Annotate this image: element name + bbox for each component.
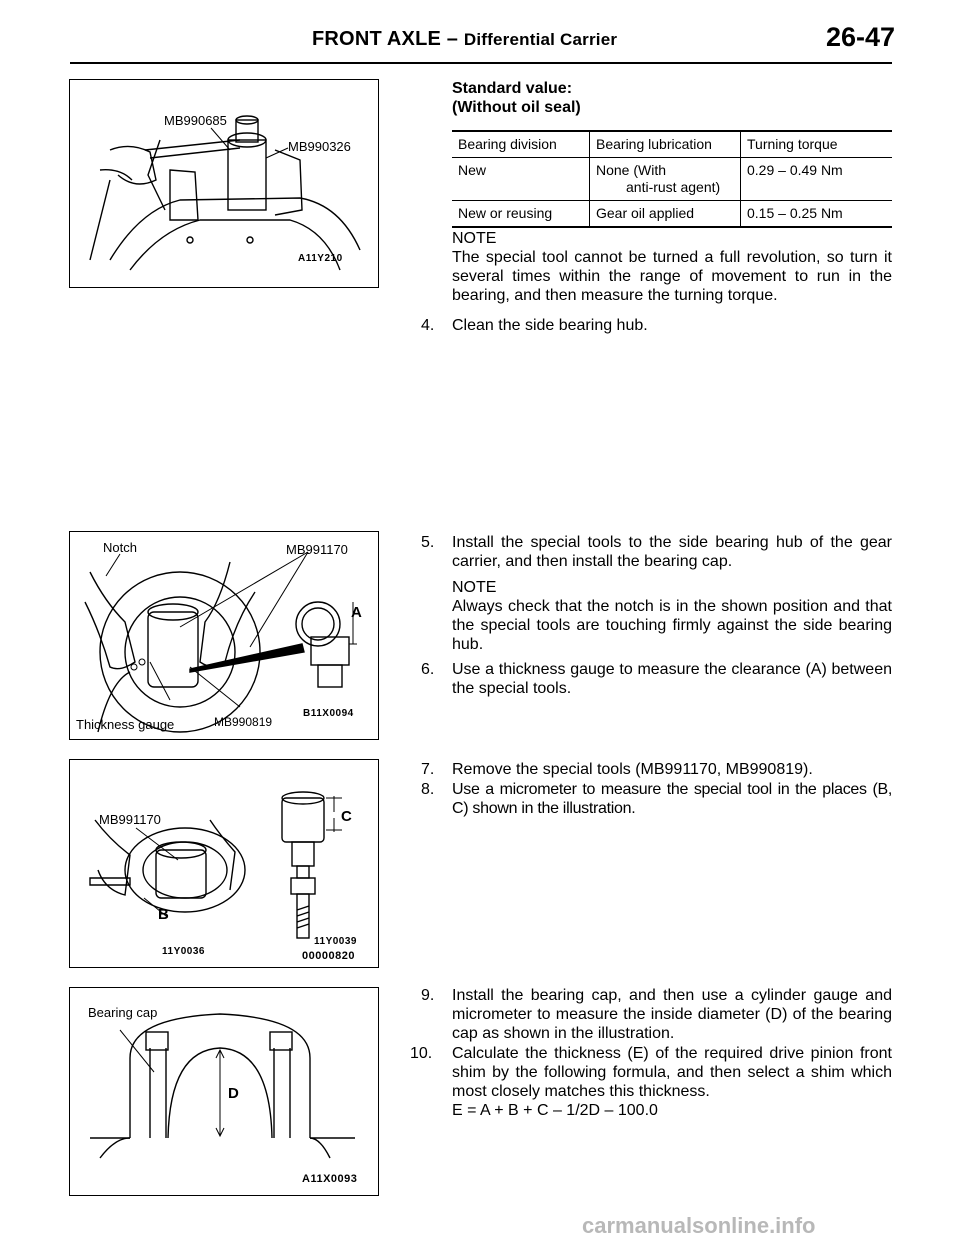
figure-code-right: 11Y0039 bbox=[314, 936, 357, 947]
step-text: Remove the special tools (MB991170, MB990819). bbox=[452, 761, 813, 778]
step-number: 9. bbox=[421, 987, 435, 1004]
label-mb991170: MB991170 bbox=[286, 542, 348, 557]
step-number: 10. bbox=[410, 1045, 433, 1062]
cell-lubrication-line2: anti-rust agent) bbox=[626, 179, 721, 195]
step-number: 7. bbox=[421, 761, 435, 778]
label-clearance-a: A bbox=[351, 604, 362, 621]
label-place-c: C bbox=[341, 808, 352, 825]
cell-division: New bbox=[458, 162, 487, 178]
subsection-name: Differential Carrier bbox=[463, 30, 618, 49]
step-7 bbox=[421, 760, 892, 780]
figure-bearing-cap bbox=[69, 987, 379, 1196]
table-row bbox=[452, 158, 892, 201]
label-bearing-cap: Bearing cap bbox=[88, 1005, 158, 1020]
formula: E = A + B + C – 1/2D – 100.0 bbox=[452, 1102, 658, 1119]
note-block bbox=[452, 578, 892, 654]
step-8 bbox=[421, 780, 892, 820]
label-mb991170: MB991170 bbox=[99, 812, 161, 827]
label-mb990326: MB990326 bbox=[288, 139, 351, 154]
figure-code-bottom: 00000820 bbox=[302, 950, 355, 962]
cell-torque: 0.15 – 0.25 Nm bbox=[741, 201, 893, 228]
page-header bbox=[0, 22, 960, 62]
col-header-division: Bearing division bbox=[458, 136, 557, 152]
step-4 bbox=[421, 316, 892, 336]
table-row bbox=[452, 201, 892, 228]
figure-micrometer bbox=[69, 759, 379, 968]
step-number: 5. bbox=[421, 534, 435, 551]
step-5 bbox=[421, 533, 892, 573]
cell-lubrication bbox=[590, 158, 741, 201]
step-number: 6. bbox=[421, 661, 435, 678]
figure-thickness-gauge bbox=[69, 531, 379, 740]
step-text bbox=[452, 1044, 892, 1120]
label-mb990819: MB990819 bbox=[214, 715, 273, 729]
label-mb990685: MB990685 bbox=[164, 113, 227, 128]
note-label: NOTE bbox=[452, 230, 497, 247]
figure-code: B11X0094 bbox=[303, 708, 354, 719]
label-thickness-gauge: Thickness gauge bbox=[76, 717, 175, 732]
figure-code: A11Y210 bbox=[298, 253, 343, 264]
label-place-b: B bbox=[158, 906, 169, 923]
label-notch: Notch bbox=[103, 540, 137, 555]
cell-torque: 0.29 – 0.49 Nm bbox=[741, 158, 893, 201]
cell-division: New or reusing bbox=[458, 205, 553, 221]
step-text: Install the bearing cap, and then use a cylinder gauge and micrometer to measure the inside diameter (D) of the bearing cap as shown in the illustration. bbox=[452, 987, 892, 1042]
col-header-torque: Turning torque bbox=[741, 131, 893, 158]
step-text: Use a thickness gauge to measure the clearance (A) between the special tools. bbox=[452, 661, 892, 697]
step-10 bbox=[410, 1044, 892, 1144]
page-number: 26-47 bbox=[826, 22, 896, 52]
note-label: NOTE bbox=[452, 579, 497, 596]
step-text: Use a micrometer to measure the special tool in the places (B, C) shown in the illustration. bbox=[452, 781, 892, 817]
cell-lubrication bbox=[590, 201, 741, 228]
section-title bbox=[312, 28, 617, 51]
spec-heading-line2: (Without oil seal) bbox=[452, 99, 581, 116]
figure-code: A11X0093 bbox=[302, 1173, 358, 1185]
cell-lubrication-line1: None (With bbox=[596, 162, 667, 178]
step-text-body: Calculate the thickness (E) of the required drive pinion front shim by the following formula, and then select a shim which most closely matches this thickness. bbox=[452, 1045, 892, 1100]
turning-torque-table bbox=[452, 130, 892, 228]
header-rule bbox=[70, 62, 892, 64]
note-block bbox=[452, 229, 892, 305]
table-header-row bbox=[452, 131, 892, 158]
step-text: Install the special tools to the side bearing hub of the gear carrier, and then install the bearing cap. bbox=[452, 534, 892, 570]
step-6 bbox=[421, 660, 892, 700]
step-number: 8. bbox=[421, 781, 435, 798]
step-text: Clean the side bearing hub. bbox=[452, 317, 648, 334]
figure-turning-torque bbox=[69, 79, 379, 288]
step-9 bbox=[421, 986, 892, 1044]
title-dash: – bbox=[446, 28, 459, 50]
spec-heading bbox=[452, 79, 581, 117]
spec-heading-line1: Standard value: bbox=[452, 80, 573, 97]
cell-lubrication-line1: Gear oil applied bbox=[596, 205, 695, 221]
step-number: 4. bbox=[421, 317, 435, 334]
note-text: Always check that the notch is in the shown position and that the special tools are touching firmly against the side bearing hub. bbox=[452, 598, 892, 653]
label-diameter-d: D bbox=[228, 1085, 239, 1102]
figure-code-left: 11Y0036 bbox=[162, 946, 205, 957]
note-text: The special tool cannot be turned a full revolution, so turn it several times within the range of movement to run in the bearing, and then measure the turning torque. bbox=[452, 249, 892, 304]
watermark: carmanualsonline.info bbox=[582, 1213, 816, 1238]
col-header-lubrication: Bearing lubrication bbox=[590, 131, 741, 158]
section-name: FRONT AXLE bbox=[312, 28, 442, 50]
